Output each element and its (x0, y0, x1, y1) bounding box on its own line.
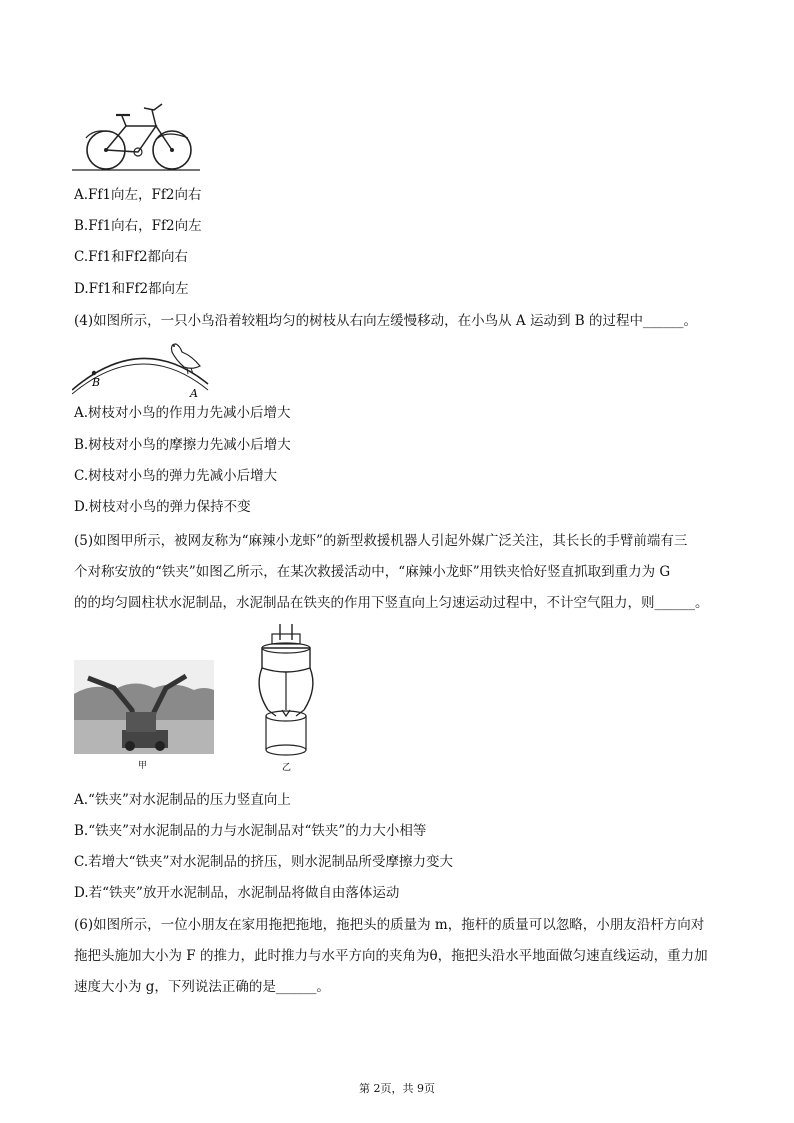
page-footer: 第 2页，共 9页 (359, 1082, 435, 1095)
figure-jia-label: 甲 (138, 761, 148, 771)
question-5-stem-line-1: (5)如图甲所示，被网友称为“麻辣小龙虾”的新型救援机器人引起外媒广泛关注，其长长的手臂前端有三 (74, 533, 688, 549)
q5-option-c: C.若增大“铁夹”对水泥制品的挤压，则水泥制品所受摩擦力变大 (74, 854, 453, 870)
point-a-label: A (190, 387, 198, 398)
question-6-stem-line-1: (6)如图所示，一位小朋友在家用拖把拖地，拖把头的质量为 m，拖杆的质量可以忽略，小朋友沿杆方向对 (74, 917, 705, 933)
question-5-stem-line-3: 的的均匀圆柱状水泥制品，水泥制品在铁夹的作用下竖直向上匀速运动过程中，不计空气阻力，则______。 (74, 595, 709, 611)
q5-option-b: B.“铁夹”对水泥制品的力与水泥制品对“铁夹”的力大小相等 (74, 823, 427, 839)
robot-photo-figure (74, 660, 214, 772)
option-d: D.Ff1和Ff2都向左 (74, 281, 189, 297)
question-5-stem-line-2: 个对称安放的“铁夹”如图乙所示，在某次救援活动中，“麻辣小龙虾”用铁夹恰好竖直抓取到重力为 G (74, 564, 671, 580)
point-b-label: B (92, 376, 101, 389)
option-b: B.Ff1向右，Ff2向左 (74, 218, 202, 234)
q5-option-d: D.若“铁夹”放开水泥制品，水泥制品将做自由落体运动 (74, 885, 400, 901)
q4-option-d: D.树枝对小鸟的弹力保持不变 (74, 499, 251, 515)
bicycle-figure (72, 98, 202, 174)
q5-option-a: A.“铁夹”对水泥制品的压力竖直向上 (74, 792, 291, 808)
clamp-figure (252, 624, 322, 774)
question-6-stem-line-2: 拖把头施加大小为 F 的推力，此时推力与水平方向的夹角为θ，拖把头沿水平地面做匀速直线运动，重力加 (74, 948, 708, 964)
question-4-stem: (4)如图所示，一只小鸟沿着较粗均匀的树枝从右向左缓慢移动，在小鸟从 A 运动到 B 的过程中______。 (74, 313, 697, 329)
q4-option-a: A.树枝对小鸟的作用力先减小后增大 (74, 405, 291, 421)
option-a: A.Ff1向左，Ff2向右 (74, 187, 202, 203)
q4-option-c: C.树枝对小鸟的弹力先减小后增大 (74, 468, 278, 484)
question-6-stem-line-3: 速度大小为 g，下列说法正确的是______。 (74, 979, 330, 995)
q4-option-b: B.树枝对小鸟的摩擦力先减小后增大 (74, 437, 291, 453)
bird-branch-figure (72, 334, 212, 398)
figure-yi-label: 乙 (282, 763, 292, 773)
option-c: C.Ff1和Ff2都向右 (74, 249, 189, 265)
